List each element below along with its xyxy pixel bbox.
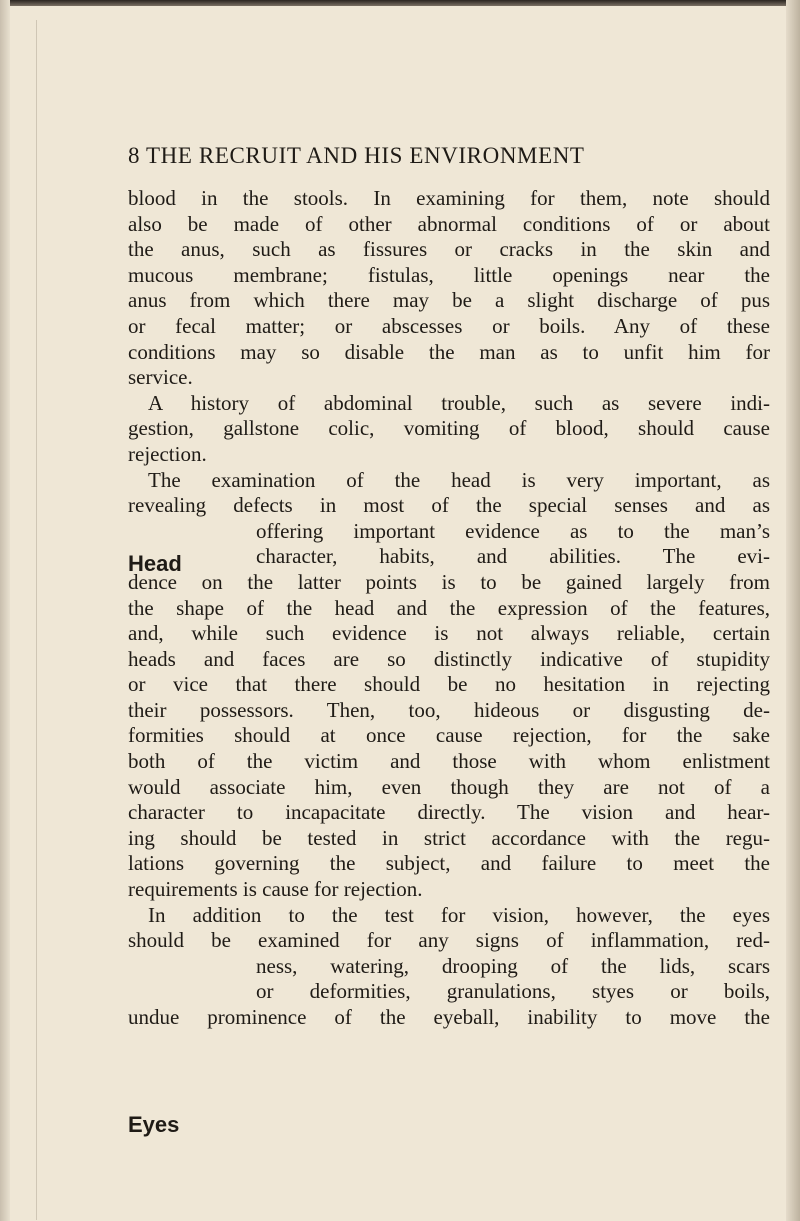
text-line: or vice that there should be no hesitation in rejecting bbox=[128, 672, 770, 697]
text-line: both of the victim and those with whom enlistment bbox=[128, 749, 770, 774]
text-line: or deformities, granulations, styes or boils, bbox=[256, 979, 770, 1004]
text-line: the anus, such as fissures or cracks in the skin and bbox=[128, 237, 770, 262]
text-line: anus from which there may be a slight discharge of pus bbox=[128, 288, 770, 313]
text-line: A history of abdominal trouble, such as severe indi- bbox=[148, 390, 770, 415]
text-line: should be examined for any signs of inflammation, red- bbox=[128, 928, 770, 953]
text-line: conditions may so disable the man as to unfit him for bbox=[128, 339, 770, 364]
text-line: would associate him, even though they are not of a bbox=[128, 774, 770, 799]
text-line: blood in the stools. In examining for them, note should bbox=[128, 186, 770, 210]
text-line: In addition to the test for vision, however, the eyes bbox=[148, 902, 770, 927]
text-line: character, habits, and abilities. The evi- bbox=[256, 544, 770, 569]
body-text bbox=[128, 186, 770, 1031]
text-line: ness, watering, drooping of the lids, scars bbox=[256, 953, 770, 978]
text-line: dence on the latter points is to be gained largely from bbox=[128, 569, 770, 594]
text-line: their possessors. Then, too, hideous or disgusting de- bbox=[128, 697, 770, 722]
text-line: gestion, gallstone colic, vomiting of blood, should cause bbox=[128, 416, 770, 441]
text-line: and, while such evidence is not always reliable, certain bbox=[128, 621, 770, 646]
side-heading-eyes: Eyes bbox=[128, 1112, 180, 1137]
text-line: revealing defects in most of the special senses and as bbox=[128, 493, 770, 518]
text-line: lations governing the subject, and failure to meet the bbox=[128, 851, 770, 876]
text-line: undue prominence of the eyeball, inability to move the bbox=[128, 1005, 770, 1029]
text-line: service. bbox=[128, 365, 193, 390]
gutter-line bbox=[36, 20, 37, 1220]
text-line: the shape of the head and the expression of the features, bbox=[128, 595, 770, 620]
text-line: requirements is cause for rejection. bbox=[128, 877, 423, 902]
text-line: heads and faces are so distinctly indicative of stupidity bbox=[128, 646, 770, 671]
text-line: character to incapacitate directly. The vision and hear- bbox=[128, 800, 770, 825]
running-head: 8 THE RECRUIT AND HIS ENVIRONMENT bbox=[128, 143, 585, 168]
text-line: offering important evidence as to the man’s bbox=[256, 518, 770, 543]
text-line: ing should be tested in strict accordance with the regu- bbox=[128, 825, 770, 850]
text-line: mucous membrane; fistulas, little openings near the bbox=[128, 262, 770, 287]
page-right-edge bbox=[786, 0, 800, 1221]
text-line: or fecal matter; or abscesses or boils. Any of these bbox=[128, 313, 770, 338]
page-left-edge bbox=[0, 0, 10, 1221]
text-line: formities should at once cause rejection, for the sake bbox=[128, 723, 770, 748]
top-edge-rule bbox=[0, 0, 800, 6]
text-line: rejection. bbox=[128, 441, 207, 466]
text-line: also be made of other abnormal conditions of or about bbox=[128, 211, 770, 236]
text-line: The examination of the head is very important, as bbox=[148, 467, 770, 492]
side-heading-head: Head bbox=[128, 551, 182, 576]
